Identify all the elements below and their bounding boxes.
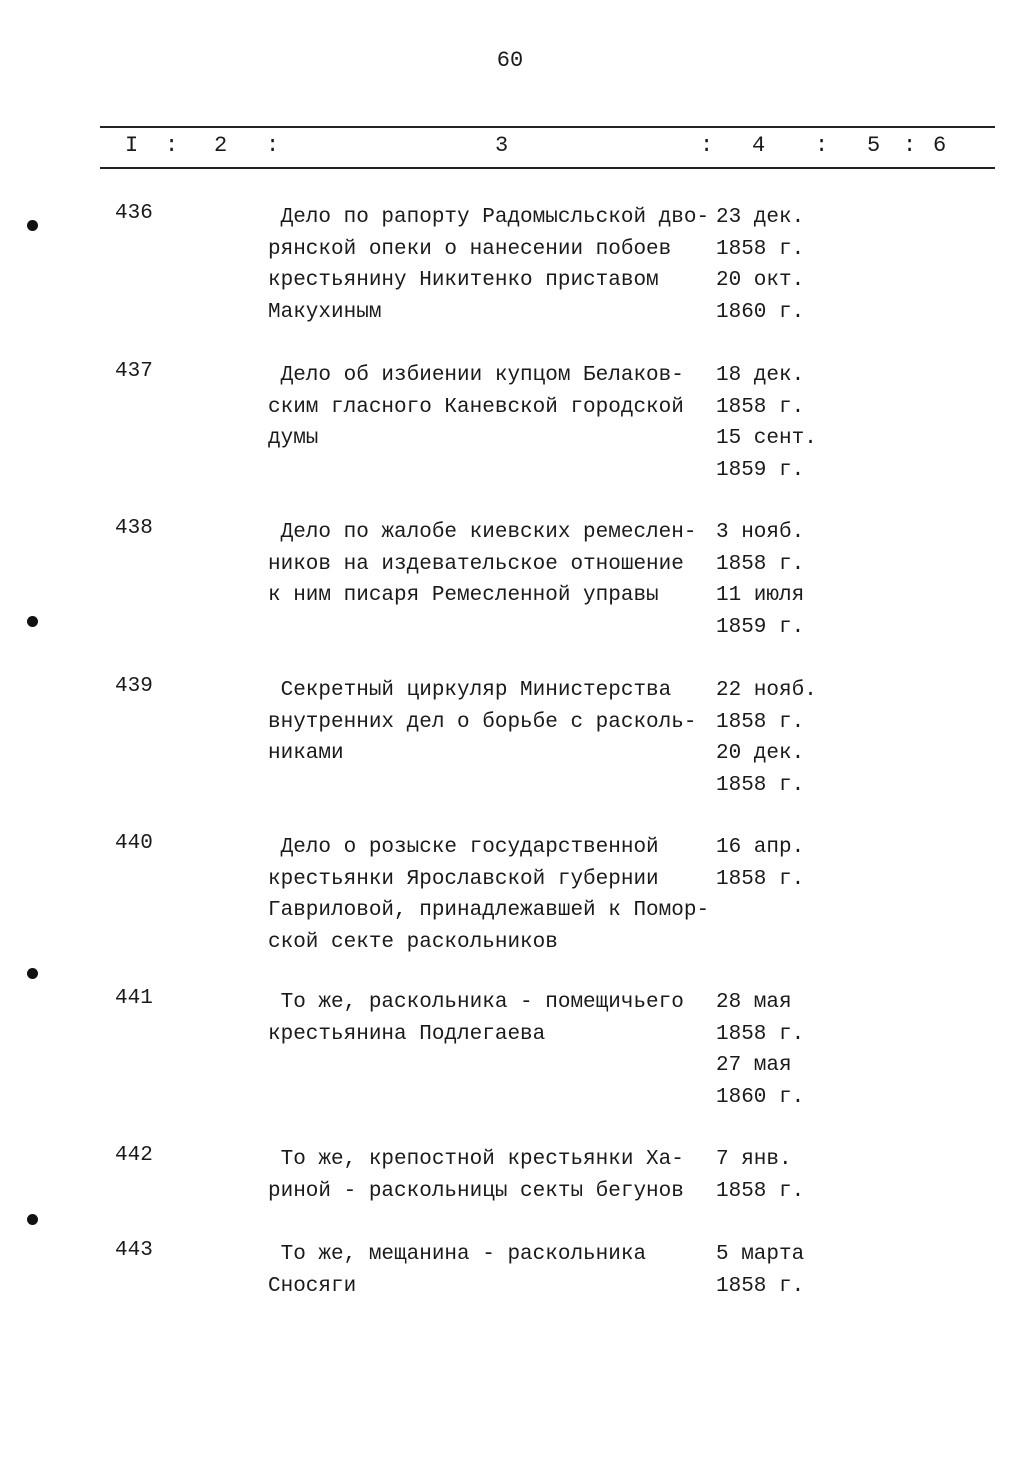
description-line: крестьянину Никитенко приставом xyxy=(268,269,659,292)
date-line: 1858 г. xyxy=(716,773,805,797)
description-line: думы xyxy=(268,427,319,450)
date-line: 27 мая xyxy=(716,1054,792,1077)
entry-number: 437 xyxy=(115,360,153,383)
description-line: риной - раскольницы секты бегунов xyxy=(268,1179,684,1203)
date-line: 1858 г. xyxy=(716,1274,805,1298)
description-line: внутренних дел о борьбе с расколь- xyxy=(268,710,697,734)
entry-description xyxy=(268,360,718,455)
entry-number: 441 xyxy=(115,987,153,1010)
column-separator: : xyxy=(903,133,917,158)
description-line: Дело по жалобе киевских ремеслен- xyxy=(268,521,697,544)
entry-number: 443 xyxy=(115,1239,153,1262)
date-line: 1858 г. xyxy=(716,552,805,576)
column-header-6: 6 xyxy=(933,133,947,158)
date-line: 1858 г. xyxy=(716,1179,805,1203)
description-line: Гавриловой, принадлежавшей к Помор- xyxy=(268,899,710,922)
column-separator: : xyxy=(266,133,280,158)
entry-dates xyxy=(716,675,817,801)
date-line: 22 нояб. xyxy=(716,679,817,702)
entry-number: 440 xyxy=(115,832,153,855)
entry-description xyxy=(268,202,718,328)
description-line: То же, мещанина - раскольника xyxy=(268,1243,647,1266)
date-line: 18 дек. xyxy=(716,364,805,387)
column-header-1: I xyxy=(125,133,139,158)
entry-dates xyxy=(716,832,804,895)
column-header-3: 3 xyxy=(495,133,509,158)
header-rule-bottom xyxy=(100,167,995,169)
date-line: 11 июля xyxy=(716,584,805,607)
entry-dates xyxy=(716,1144,804,1207)
date-line: 1858 г. xyxy=(716,1022,805,1046)
entry-description xyxy=(268,675,718,770)
entry-description xyxy=(268,832,718,958)
date-line: 1859 г. xyxy=(716,615,805,639)
date-line: 7 янв. xyxy=(716,1148,792,1171)
date-line: 1860 г. xyxy=(716,1085,805,1109)
entry-number: 442 xyxy=(115,1144,153,1167)
date-line: 28 мая xyxy=(716,991,792,1014)
column-header-5: 5 xyxy=(867,133,881,158)
description-line: ской секте раскольников xyxy=(268,930,558,954)
description-line: рянской опеки о нанесении побоев xyxy=(268,237,672,261)
column-separator: : xyxy=(815,133,829,158)
binding-hole xyxy=(27,1214,38,1225)
entry-dates xyxy=(716,202,804,328)
description-line: ским гласного Каневской городской xyxy=(268,395,684,419)
date-line: 1858 г. xyxy=(716,237,805,261)
date-line: 20 окт. xyxy=(716,269,805,292)
entry-dates xyxy=(716,517,804,643)
date-line: 5 марта xyxy=(716,1243,805,1266)
column-separator: : xyxy=(700,133,714,158)
date-line: 16 апр. xyxy=(716,836,805,859)
entry-number: 439 xyxy=(115,675,153,698)
date-line: 23 дек. xyxy=(716,206,805,229)
entry-dates xyxy=(716,987,804,1113)
description-line: Дело об избиении купцом Белаков- xyxy=(268,364,684,387)
description-line: Дело по рапорту Радомысльской дво- xyxy=(268,206,710,229)
binding-hole xyxy=(27,968,38,979)
description-line: Секретный циркуляр Министерства xyxy=(268,679,672,702)
column-header-4: 4 xyxy=(752,133,766,158)
description-line: То же, раскольника - помещичьего xyxy=(268,991,684,1014)
date-line: 3 нояб. xyxy=(716,521,805,544)
binding-hole xyxy=(27,220,38,231)
column-header-2: 2 xyxy=(214,133,228,158)
entry-number: 436 xyxy=(115,202,153,225)
page-number: 60 xyxy=(496,48,524,73)
binding-hole xyxy=(27,616,38,627)
entry-description xyxy=(268,987,718,1050)
description-line: к ним писаря Ремесленной управы xyxy=(268,584,659,607)
date-line: 1859 г. xyxy=(716,458,805,482)
description-line: крестьянки Ярославской губернии xyxy=(268,867,659,891)
entry-description xyxy=(268,517,718,612)
description-line: Макухиным xyxy=(268,300,382,324)
date-line: 20 дек. xyxy=(716,742,805,765)
description-line: никами xyxy=(268,742,344,765)
entry-dates xyxy=(716,360,817,486)
entry-description xyxy=(268,1239,718,1302)
date-line: 1858 г. xyxy=(716,710,805,734)
description-line: То же, крепостной крестьянки Ха- xyxy=(268,1148,684,1171)
column-separator: : xyxy=(165,133,179,158)
entry-dates xyxy=(716,1239,804,1302)
entry-description xyxy=(268,1144,718,1207)
date-line: 1860 г. xyxy=(716,300,805,324)
description-line: Дело о розыске государственной xyxy=(268,836,659,859)
date-line: 15 сент. xyxy=(716,427,817,450)
description-line: Сносяги xyxy=(268,1274,357,1298)
date-line: 1858 г. xyxy=(716,867,805,891)
date-line: 1858 г. xyxy=(716,395,805,419)
description-line: крестьянина Подлегаева xyxy=(268,1022,546,1046)
description-line: ников на издевательское отношение xyxy=(268,552,684,576)
header-rule-top xyxy=(100,126,995,128)
entry-number: 438 xyxy=(115,517,153,540)
